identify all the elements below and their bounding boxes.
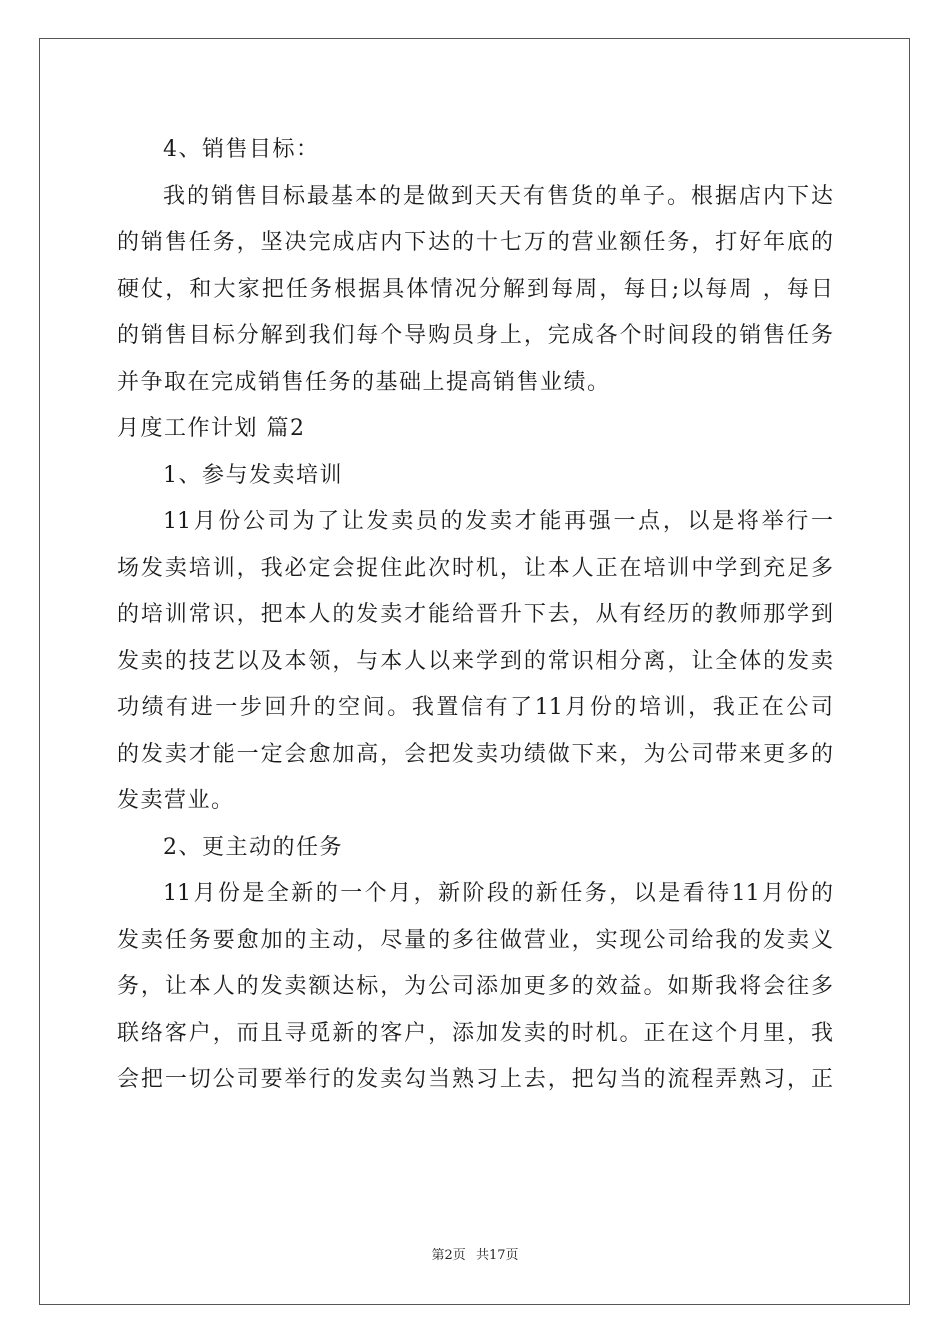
paragraph-line: 务，让本人的发卖额达标，为公司添加更多的效益。如斯我将会往多 (117, 974, 833, 999)
paragraph-line: 11月份公司为了让发卖员的发卖才能再强一点，以是将举行一 (163, 509, 833, 534)
document-title: 月度工作计划 篇2 (117, 416, 306, 441)
section-heading: 2、更主动的任务 (163, 834, 343, 860)
paragraph-line: 联络客户，而且寻觅新的客户，添加发卖的时机。正在这个月里，我 (117, 1020, 833, 1046)
paragraph-line: 发卖任务要愈加的主动，尽量的多往做营业，实现公司给我的发卖义 (117, 927, 833, 953)
paragraph-line: 我的销售目标最基本的是做到天天有售货的单子。根据店内下达 (163, 183, 833, 209)
paragraph-line: 的销售目标分解到我们每个导购员身上，完成各个时间段的销售任务 (117, 323, 833, 348)
paragraph-line: 发卖的技艺以及本领，与本人以来学到的常识相分离，让全体的发卖 (117, 648, 833, 674)
page-number: 第2页 (431, 1248, 466, 1263)
paragraph-line: 的销售任务，坚决完成店内下达的十七万的营业额任务，打好年底的 (117, 230, 833, 255)
paragraph-line: 的培训常识，把本人的发卖才能给晋升下去，从有经历的教师那学到 (117, 602, 833, 627)
paragraph-line: 11月份是全新的一个月，新阶段的新任务，以是看待11月份的 (163, 881, 833, 906)
page-footer (0, 1244, 950, 1263)
paragraph-line: 发卖营业。 (117, 788, 235, 813)
paragraph-line: 会把一切公司要举行的发卖勾当熟习上去，把勾当的流程弄熟习，正 (117, 1067, 833, 1092)
paragraph-line: 的发卖才能一定会愈加高，会把发卖功绩做下来，为公司带来更多的 (117, 741, 833, 767)
paragraph-line: 并争取在完成销售任务的基础上提高销售业绩。 (117, 369, 611, 395)
paragraph-line: 硬仗，和大家把任务根据具体情况分解到每周，每日;以每周 ，每日 (117, 276, 833, 302)
paragraph-line: 场发卖培训，我必定会捉住此次时机，让本人正在培训中学到充足多 (117, 555, 833, 581)
section-heading: 4、销售目标： (163, 137, 320, 162)
section-heading: 1、参与发卖培训 (163, 462, 343, 488)
page-total: 共17页 (475, 1248, 519, 1263)
paragraph-line: 功绩有进一步回升的空间。我置信有了11月份的培训，我正在公司 (117, 695, 833, 720)
document-body (117, 127, 833, 1104)
